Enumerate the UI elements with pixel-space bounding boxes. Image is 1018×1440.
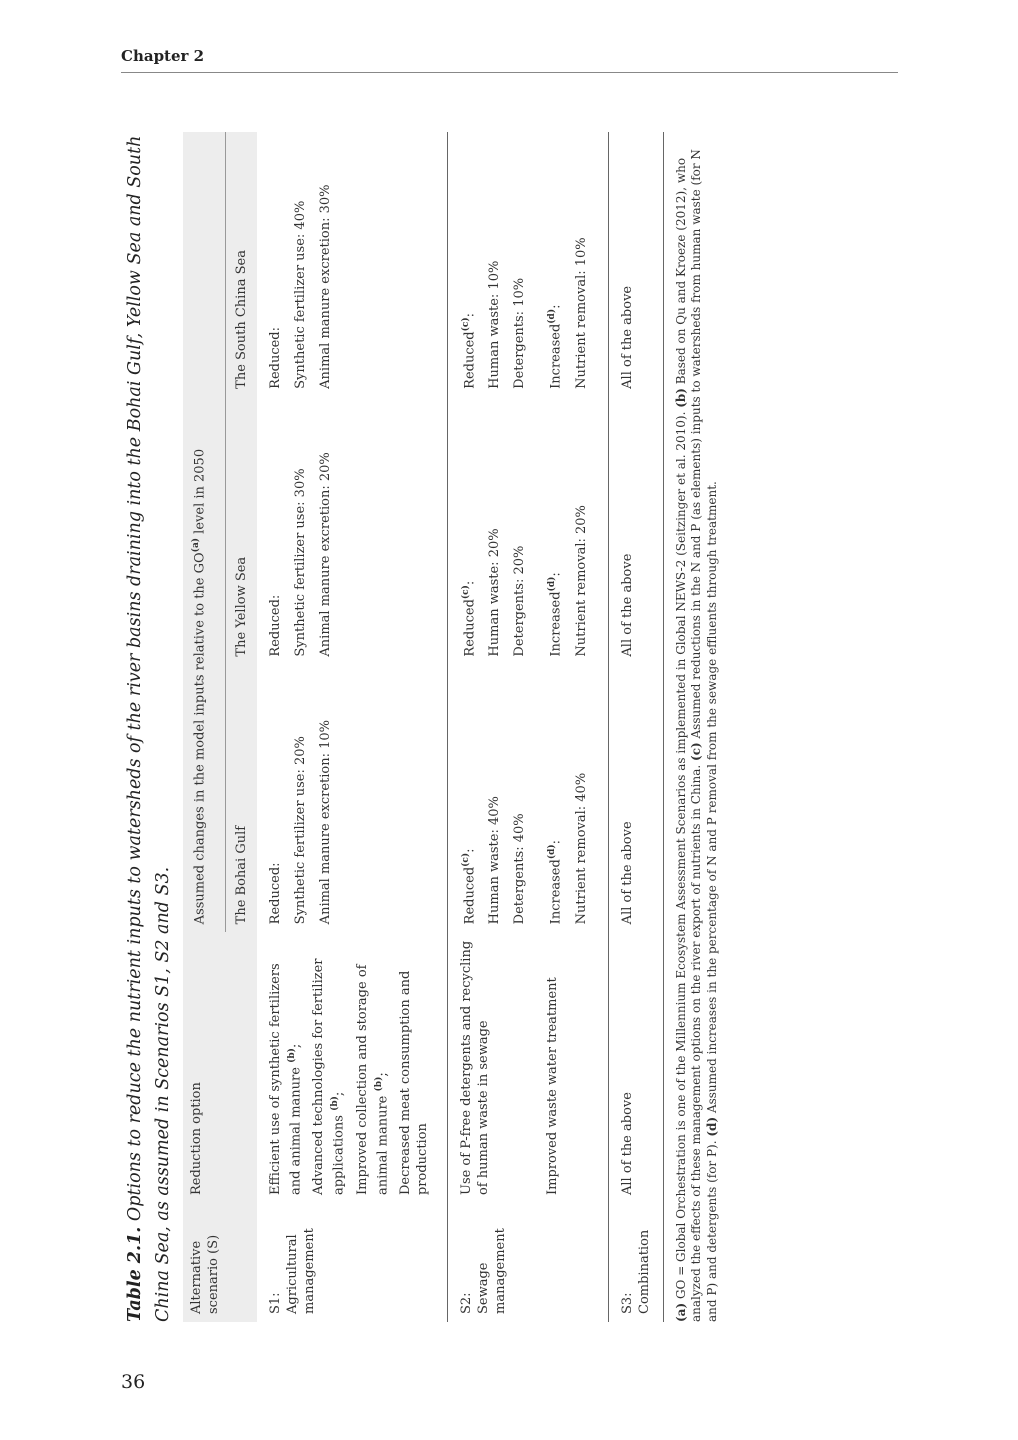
footnote-a-text: GO = Global Orchestration is one of the Millennium Ecosystem Assessment Scenarios as implemented in Global NEWS-2 (Seitzinger et al. 2010). — [673, 407, 688, 1303]
header-yellow: The Yellow Sea — [226, 397, 258, 665]
s2-bohai-increased-colon: : — [548, 839, 564, 845]
s1-option-1-text: Efficient use of synthetic fertilizers and animal manure — [268, 963, 304, 1196]
s2-bohai-increased — [544, 673, 564, 925]
s2-yellow-reduced-label: Reduced — [462, 599, 478, 657]
s1-option-3-fn: (b) — [373, 1076, 384, 1092]
s1-option-2-tail: ; — [331, 1091, 347, 1097]
s2-bohai-reduced-colon: : — [462, 848, 478, 853]
table-row-s2b — [540, 132, 608, 1322]
page-number: 36 — [121, 1371, 146, 1393]
s2-bohai-reduced — [458, 673, 478, 925]
s2-scenario-name: Sewage management — [475, 1228, 508, 1314]
s2-scs-reduced-colon: : — [462, 312, 478, 318]
s2-yellow-reduced — [458, 405, 478, 657]
caption-label: Table 2.1. — [125, 1226, 145, 1322]
s2-yellow-human: Human waste: 20% — [487, 528, 503, 657]
s1-bohai-fertilizer: Synthetic fertilizer use: 20% — [293, 736, 308, 925]
s2-bohai-increased-fn: (d) — [547, 844, 558, 860]
s2-scs-increased — [544, 140, 564, 389]
header-changes-text: Assumed changes in the model inputs relative to the GO — [192, 552, 208, 925]
cell-s2b-yellow — [540, 397, 608, 665]
header-bohai: The Bohai Gulf — [226, 665, 258, 933]
cell-s1-yellow — [257, 397, 447, 665]
s2-scs-increased-fn: (d) — [547, 308, 558, 324]
s1-option-2-fn: (b) — [330, 1096, 341, 1111]
table-footnote — [674, 132, 721, 1322]
s1-scs-fertilizer: Synthetic fertilizer use: 40% — [293, 200, 308, 389]
s2-yellow-reduced-colon: : — [462, 580, 478, 586]
cell-s3-yellow: All of the above — [608, 397, 663, 665]
s2-yellow-increased-colon: : — [548, 572, 564, 577]
chapter-header: Chapter 2 — [121, 47, 205, 65]
header-changes-footnote: (a) — [191, 537, 201, 553]
s2-yellow-reduced-fn: (c) — [460, 585, 471, 600]
s2-scs-removal: Nutrient removal: 10% — [573, 237, 589, 389]
footnote-d-text: Assumed increases in the percentage of N and P removal from the sewage effluents through treatment. — [704, 481, 719, 1117]
s2-yellow-removal: Nutrient removal: 20% — [573, 505, 589, 657]
cell-s3-scs: All of the above — [608, 132, 663, 397]
cell-s2b-bohai — [540, 665, 608, 933]
cell-s1-scenario — [257, 1203, 447, 1322]
s1-option-3-text: Improved collection and storage of animal manure — [354, 964, 390, 1196]
s2-scs-increased-colon: : — [548, 304, 564, 309]
table-row-s3 — [608, 132, 663, 1322]
s1-option-4: Decreased meat consumption and production — [397, 970, 430, 1196]
s1-yellow-reduced: Reduced: — [268, 594, 283, 657]
header-scs: The South China Sea — [226, 132, 258, 397]
cell-s1-scs — [257, 132, 447, 397]
cell-s2-scenario — [447, 1203, 608, 1322]
s1-yellow-fertilizer: Synthetic fertilizer use: 30% — [293, 468, 308, 657]
s1-scenario-name: Agricultural management — [285, 1228, 317, 1314]
s2-yellow-detergents: Detergents: 20% — [512, 545, 528, 657]
s2-yellow-increased-label: Increased — [548, 591, 564, 657]
s1-option-2 — [310, 940, 347, 1195]
s1-scenario-code: S1: — [268, 1292, 283, 1314]
s2-scs-detergents: Detergents: 10% — [512, 277, 528, 389]
s1-scs-manure: Animal manure excretion: 30% — [318, 184, 333, 389]
table-header-row — [183, 132, 226, 1322]
footnote-c-label: (c) — [689, 742, 704, 761]
s2-scs-reduced — [458, 140, 478, 389]
cell-s1-bohai — [257, 665, 447, 933]
table-caption — [121, 100, 177, 1322]
s2-bohai-removal: Nutrient removal: 40% — [573, 772, 589, 925]
s2-bohai-reduced-fn: (c) — [460, 852, 471, 867]
s2-bohai-detergents: Detergents: 40% — [512, 813, 528, 925]
caption-text: Options to reduce the nutrient inputs to watersheds of the river basins draining into the Bohai Gulf, Yellow Sea and South China Sea, as assumed in Scenarios S1, S2 and S3. — [125, 135, 173, 1322]
s2-bohai-increased-label: Increased — [548, 859, 564, 925]
s2-scs-reduced-fn: (c) — [460, 317, 471, 332]
s1-option-1-tail: ; — [288, 1043, 304, 1049]
s1-scs-reduced: Reduced: — [268, 326, 283, 389]
s2-scs-increased-label: Increased — [548, 323, 564, 389]
cell-s2a-yellow — [447, 397, 540, 665]
s1-option-1 — [267, 940, 304, 1195]
header-rule — [121, 72, 898, 73]
footnote-d-label: (d) — [704, 1116, 719, 1137]
s3-scenario-name: Combination — [636, 1229, 652, 1314]
s2-scenario-code: S2: — [458, 1292, 474, 1314]
s1-bohai-manure: Animal manure excretion: 10% — [318, 719, 333, 925]
cell-s3-bohai: All of the above — [608, 665, 663, 933]
nutrient-options-table — [183, 132, 664, 1322]
cell-s3-option: All of the above — [608, 932, 663, 1203]
table-row-s2a — [447, 132, 540, 1322]
s1-yellow-manure: Animal manure excretion: 20% — [318, 452, 333, 657]
footnote-a-label: (a) — [673, 1302, 688, 1322]
s3-scenario-code: S3: — [619, 1292, 635, 1314]
s1-option-3 — [354, 940, 391, 1195]
header-changes — [183, 132, 226, 932]
s2-scs-human: Human waste: 10% — [487, 260, 503, 389]
s2-scs-reduced-label: Reduced — [462, 331, 478, 389]
s1-bohai-reduced: Reduced: — [268, 862, 283, 925]
cell-s2a-bohai — [447, 665, 540, 933]
rotated-table-block — [121, 100, 719, 1322]
s2-bohai-reduced-label: Reduced — [462, 866, 478, 925]
s1-option-3-tail: ; — [374, 1072, 390, 1077]
cell-s2-option-b: Improved waste water treatment — [540, 932, 608, 1203]
cell-s1-options — [257, 932, 447, 1203]
footnote-b-text: Based on Qu and Kroeze (2012), who analyzed the effects of these management options on the river export of nutrients in China. — [673, 157, 704, 1322]
header-scenario: Alternative scenario (S) — [183, 1203, 257, 1322]
table-row-s1 — [257, 132, 447, 1322]
cell-s3-scenario — [608, 1203, 663, 1322]
s1-option-1-fn: (b) — [287, 1048, 297, 1063]
footnote-b-label: (b) — [673, 388, 688, 408]
header-option: Reduction option — [183, 932, 257, 1203]
cell-s2-option-a: Use of P-free detergents and recycling of human waste in sewage — [458, 940, 491, 1196]
header-changes-tail: level in 2050 — [192, 448, 208, 538]
s2-bohai-human: Human waste: 40% — [487, 796, 503, 925]
footnote-c-text: Assumed reductions in the N and P (as elements) inputs to watersheds from human waste (for N and P) and detergents (for P). — [689, 149, 719, 1322]
s2-yellow-increased-fn: (d) — [547, 576, 558, 592]
s1-option-2-text: Advanced technologies for fertilizer applications — [311, 958, 347, 1196]
cell-s2b-scs — [540, 132, 608, 397]
cell-s2a-scs — [447, 132, 540, 397]
s2-yellow-increased — [544, 405, 564, 657]
